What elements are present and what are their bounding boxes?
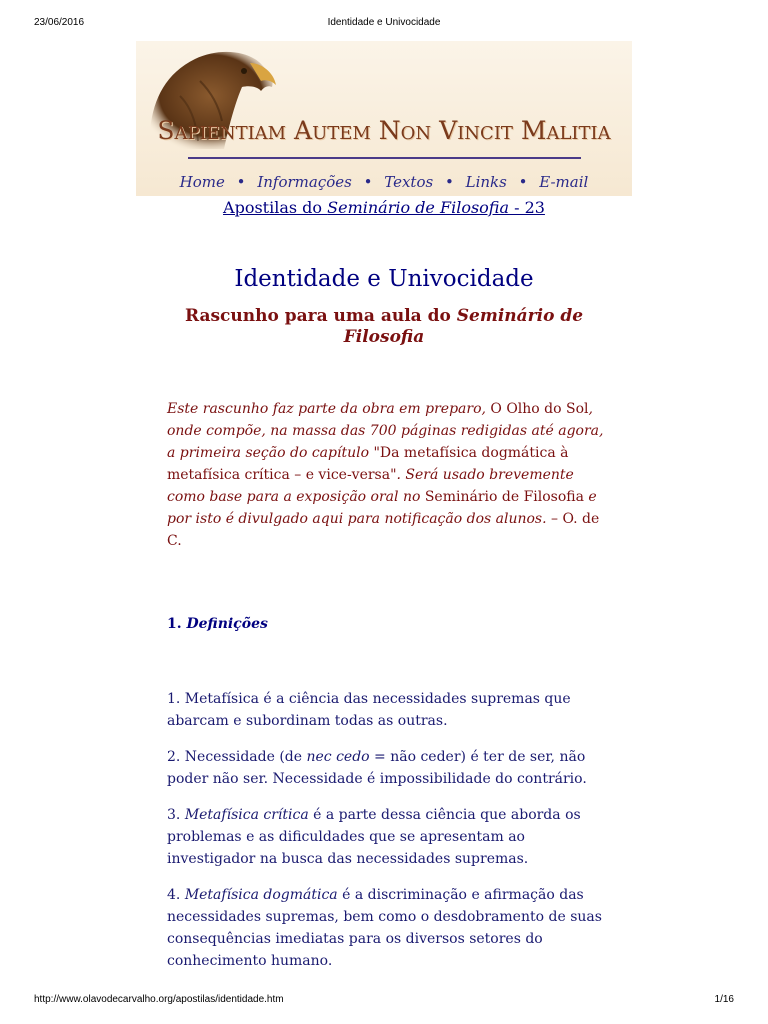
definition-2-a: 2. Necessidade (de [167,749,307,765]
print-header [0,17,768,31]
print-url: http://www.olavodecarvalho.org/apostilas/identidade.htm [34,994,284,1005]
banner-motto: Sapientiam Autem Non Vincit Malitia [157,116,611,145]
subtitle-prefix: Rascunho para uma aula do [184,306,457,326]
definition-2 [167,746,612,790]
banner-nav [136,173,632,191]
nav-separator: • [444,173,454,191]
definition-3-a: 3. [167,807,185,823]
intro-part-4: "Da metafísica dogmática à metafísica crítica – e vice-versa" [167,445,569,483]
definition-3-b: Metafísica crítica [184,807,309,823]
definition-2-b: nec cedo [306,749,370,765]
intro-part-3: , onde compõe, na massa das 700 páginas redigidas até agora, a primeira seção do capítulo [167,401,604,461]
definition-3-c: é a parte dessa ciência que aborda os problemas e as dificuldades que se apresentam ao investigador na busca das necessidades supremas. [167,807,581,867]
intro-paragraph [167,398,607,552]
definition-1: 1. Metafísica é a ciência das necessidades supremas que abarcam e subordinam todas as outras. [167,691,571,729]
intro-part-5: . Será usado brevemente como base para a exposição oral no [167,467,574,505]
series-suffix: - 23 [509,198,545,217]
section-label: Definições [186,616,268,632]
print-title: Identidade e Univocidade [327,17,441,28]
series-prefix: Apostilas do [223,198,328,217]
definition-4-b: Metafísica dogmática [184,887,338,903]
nav-email-link[interactable]: E-mail [539,173,589,191]
series-italic: Seminário de Filosofia [327,198,510,217]
nav-links-link[interactable]: Links [465,173,507,191]
intro-part-8: – O. de C. [167,511,600,549]
definition-4-c: é a discriminação e afirmação das necessidades supremas, bem como o desdobramento de suas consequências imediatas para os diversos setores do conhecimento humano. [167,887,602,969]
intro-part-6: Seminário de Filosofia [424,489,584,505]
subtitle-italic: Seminário de Filosofia [343,306,584,347]
nav-separator: • [363,173,373,191]
definition-4 [167,884,612,972]
print-date: 23/06/2016 [34,17,85,28]
intro-part-1: Este rascunho faz parte da obra em preparo, [167,401,491,417]
intro-part-7: e por isto é divulgado aqui para notificação dos alunos. [167,489,597,527]
nav-separator: • [518,173,528,191]
page-title: Identidade e Univocidade [234,266,534,292]
definition-3 [167,804,612,870]
definition-4-a: 4. [167,887,185,903]
nav-home-link[interactable]: Home [179,173,225,191]
nav-informacoes-link[interactable]: Informações [257,173,352,191]
print-footer [0,994,768,1008]
section-number: 1. [167,616,187,632]
site-banner [136,41,632,196]
print-page-count: 1/16 [714,994,734,1005]
section-heading [167,616,268,632]
nav-textos-link[interactable]: Textos [384,173,434,191]
banner-divider [188,157,581,159]
nav-separator: • [236,173,246,191]
intro-part-2: O Olho do Sol [490,401,589,417]
series-link[interactable] [0,198,768,217]
page-subtitle [184,306,584,348]
definition-2-c: = não ceder) é ter de ser, não poder não ser. Necessidade é impossibilidade do contrário. [167,749,587,787]
definitions-list [167,688,612,986]
